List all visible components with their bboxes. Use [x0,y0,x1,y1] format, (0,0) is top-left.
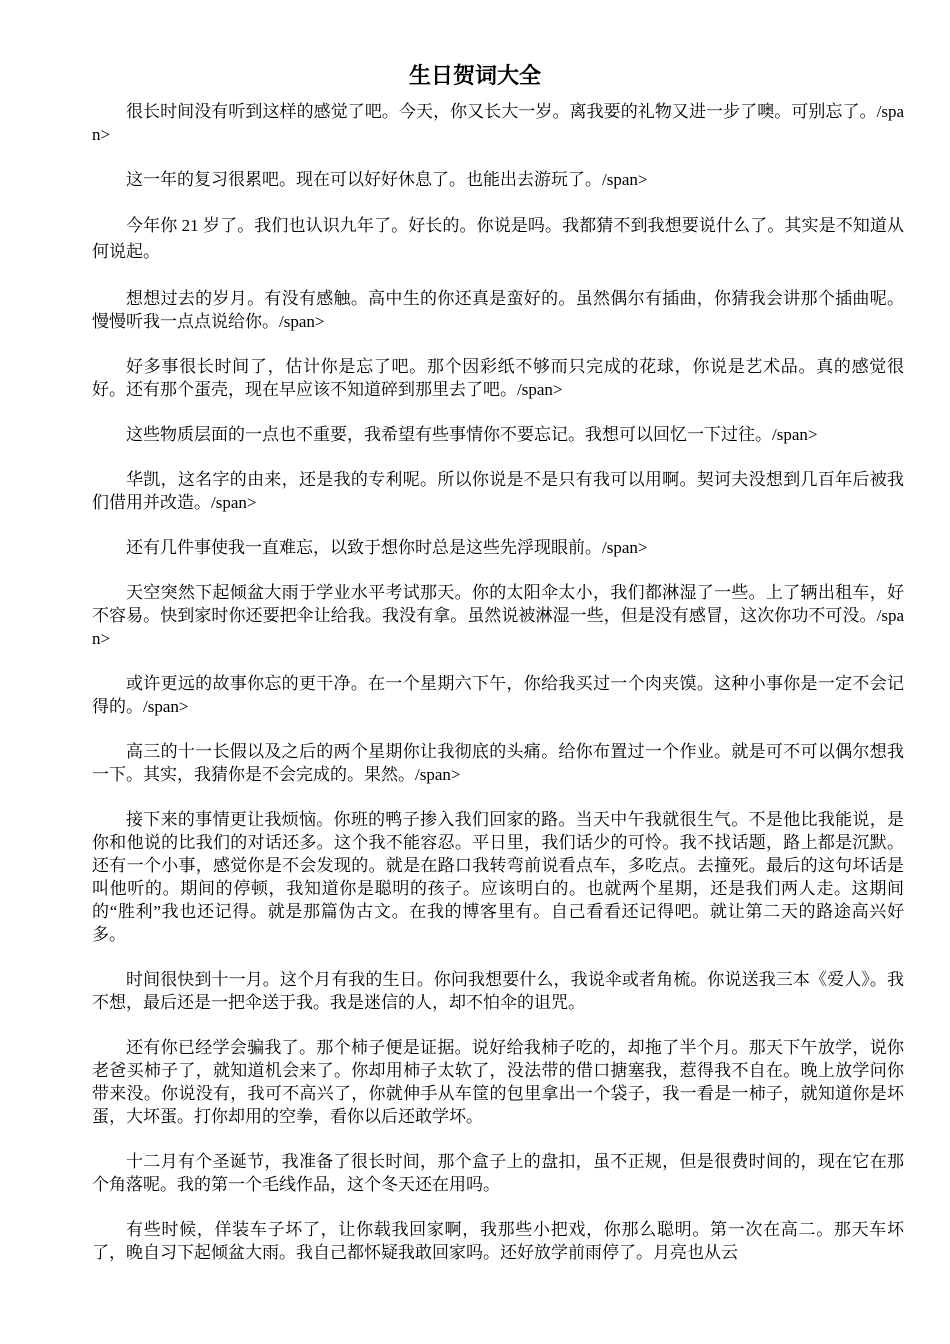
paragraph-5: 好多事很长时间了，估计你是忘了吧。那个因彩纸不够而只完成的花球，你说是艺术品。真的感觉很好。还有那个蛋壳，现在早应该不知道碎到那里去了吧。/span> [92,357,904,399]
paragraph-14: 还有你已经学会骗我了。那个柿子便是证据。说好给我柿子吃的，却拖了半个月。那天下午放学，说你老爸买柿子了，就知道机会来了。你却用柿子太软了，没法带的借口搪塞我，惹得我不自在。晚上放学问你带来没。你说没有，我可不高兴了，你就伸手从车筐的包里拿出一个袋子，我一看是一柿子，就知道你是坏蛋，大坏蛋。打你却用的空拳，看你以后还敢学坏。 [92,1038,904,1126]
paragraph-13: 时间很快到十一月。这个月有我的生日。你问我想要什么，我说伞或者角梳。你说送我三本《爱人》。我不想，最后还是一把伞送于我。我是迷信的人，却不怕伞的诅咒。 [92,970,904,1012]
paragraph-1: 很长时间没有听到这样的感觉了吧。今天，你又长大一岁。离我要的礼物又进一步了噢。可别忘了。/span> [92,102,904,144]
paragraph-10: 或许更远的故事你忘的更干净。在一个星期六下午，你给我买过一个肉夹馍。这种小事你是一定不会记得的。/span> [92,674,904,716]
paragraph-16: 有些时候，佯装车子坏了，让你载我回家啊，我那些小把戏，你那么聪明。第一次在高二。那天车坏了，晚自习下起倾盆大雨。我自己都怀疑我敢回家吗。还好放学前雨停了。月亮也从云 [92,1220,904,1262]
paragraph-12: 接下来的事情更让我烦恼。你班的鸭子掺入我们回家的路。当天中午我就很生气。不是他比我能说，是你和他说的比我们的对话还多。这个我不能容忍。平日里，我们话少的可怜。我不找话题，路上都是沉默。还有一个小事，感觉你是不会发现的。就是在路口我转弯前说看点车，多吃点。去撞死。最后的这句坏话是叫他听的。期间的停顿，我知道你是聪明的孩子。应该明白的。也就两个星期，还是我们两人走。这期间的“胜利”我也还记得。就是那篇伪古文。在我的博客里有。自己看看还记得吧。就让第二天的路途高兴好多。 [92,810,904,944]
paragraph-7: 华凯，这名字的由来，还是我的专利呢。所以你说是不是只有我可以用啊。契诃夫没想到几百年后被我们借用并改造。/span> [92,470,904,512]
paragraph-6: 这些物质层面的一点也不重要，我希望有些事情你不要忘记。我想可以回忆一下过往。/span> [126,425,818,444]
document-title: 生日贺词大全 [408,64,541,89]
paragraph-8: 还有几件事使我一直难忘，以致于想你时总是这些先浮现眼前。/span> [126,538,648,557]
paragraph-11: 高三的十一长假以及之后的两个星期你让我彻底的头痛。给你布置过一个作业。就是可不可以偶尔想我一下。其实，我猜你是不会完成的。果然。/span> [92,742,904,784]
paragraph-4: 想想过去的岁月。有没有感触。高中生的你还真是蛮好的。虽然偶尔有插曲，你猜我会讲那个插曲呢。慢慢听我一点点说给你。/span> [92,289,904,331]
document-body [92,100,904,1286]
paragraph-2: 这一年的复习很累吧。现在可以好好休息了。也能出去游玩了。/span> [126,170,648,189]
paragraph-9: 天空突然下起倾盆大雨于学业水平考试那天。你的太阳伞太小，我们都淋湿了一些。上了辆出租车，好不容易。快到家时你还要把伞让给我。我没有拿。虽然说被淋湿一些，但是没有感冒，这次你功不可没。/span> [92,583,904,648]
paragraph-3: 今年你 21 岁了。我们也认识九年了。好长的。你说是吗。我都猜不到我想要说什么了。其实是不知道从何说起。 [92,216,904,261]
paragraph-15: 十二月有个圣诞节，我准备了很长时间，那个盒子上的盘扣，虽不正规，但是很费时间的，现在它在那个角落呢。我的第一个毛线作品，这个冬天还在用吗。 [92,1152,904,1194]
